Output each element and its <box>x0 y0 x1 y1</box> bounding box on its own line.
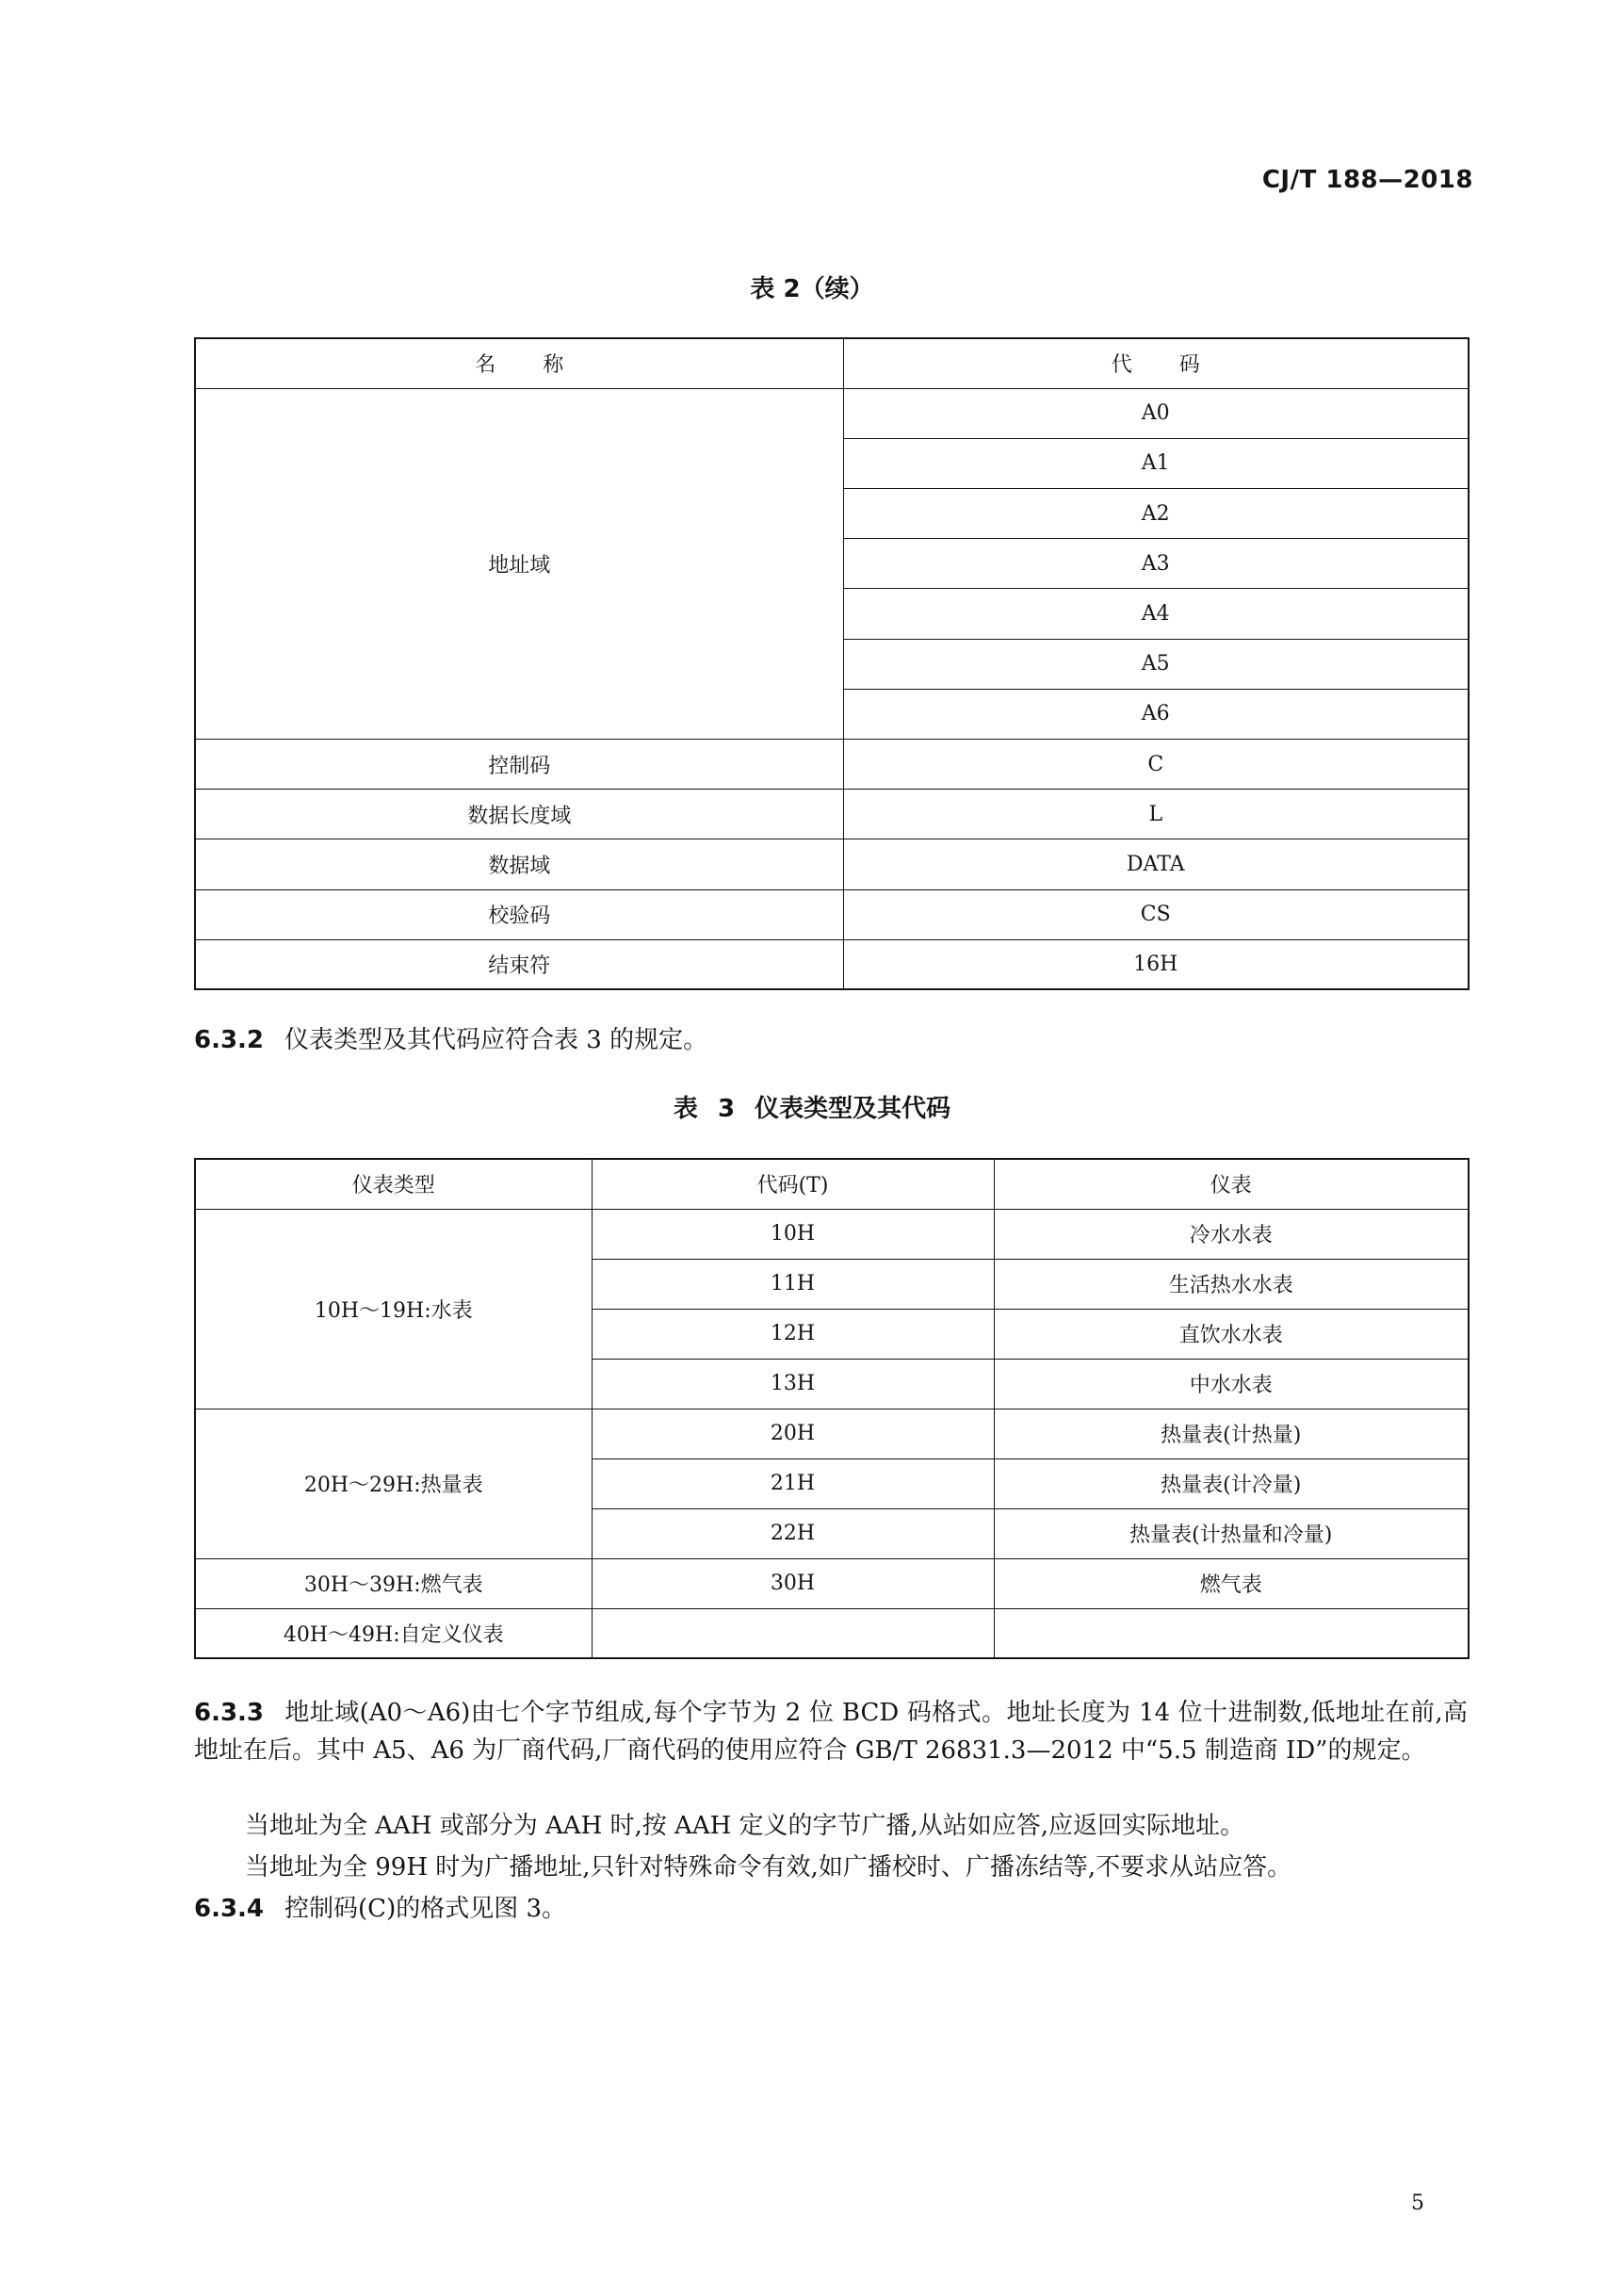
table3-meter-types <box>194 1158 1470 1659</box>
table-row <box>195 388 1469 438</box>
field-name: 数据长度域 <box>195 790 843 839</box>
meter-cell <box>994 1608 1469 1658</box>
section-text: 地址域(A0～A6)由七个字节组成,每个字节为 2 位 BCD 码格式。地址长度为 14 位十进制数,低地址在前,高地址在后。其中 A5、A6 为厂商代码,厂商代码的使用应符合 GB/T 26831.3—2012 中“5.5 制造商 ID”的规定。 <box>194 1699 1468 1765</box>
table2-caption: 表 2（续） <box>750 275 874 303</box>
section-text: 仪表类型及其代码应符合表 3 的规定。 <box>284 1026 708 1054</box>
field-name: 数据域 <box>195 839 843 889</box>
table-row <box>195 1558 1469 1608</box>
header-meter-type: 仪表类型 <box>195 1159 592 1209</box>
table-row <box>195 740 1469 790</box>
table-header-row <box>195 1159 1469 1209</box>
address-code: A2 <box>843 489 1469 539</box>
table-row <box>195 889 1469 939</box>
table-row <box>195 1209 1469 1259</box>
meter-cell: 生活热水水表 <box>994 1259 1469 1309</box>
header-code: 代码 <box>843 338 1469 388</box>
meter-cell: 热量表(计热量和冷量) <box>994 1508 1469 1558</box>
meter-cell: 冷水水表 <box>994 1209 1469 1259</box>
table-row <box>195 1608 1469 1658</box>
code-cell: 11H <box>592 1259 994 1309</box>
header-name: 名称 <box>195 338 843 388</box>
address-code: A5 <box>843 639 1469 689</box>
table-header-row <box>195 338 1469 388</box>
code-cell: 12H <box>592 1309 994 1359</box>
code-cell: 22H <box>592 1508 994 1558</box>
field-code: C <box>843 740 1469 790</box>
section-number: 6.3.3 <box>194 1699 265 1727</box>
standard-code: CJ/T 188—2018 <box>1261 166 1473 194</box>
code-cell: 20H <box>592 1409 994 1458</box>
field-code: CS <box>843 889 1469 939</box>
code-cell <box>592 1608 994 1658</box>
paragraph-broadcast-address: 当地址为全 99H 时为广播地址,只针对特殊命令有效,如广播校时、广播冻结等,不要求从站应答。 <box>245 1853 1292 1882</box>
address-field-name: 地址域 <box>195 388 843 739</box>
address-code: A6 <box>843 689 1469 739</box>
section-number: 6.3.4 <box>194 1895 265 1923</box>
address-code: A1 <box>843 438 1469 488</box>
section-text: 控制码(C)的格式见图 3。 <box>284 1895 567 1923</box>
address-code: A4 <box>843 589 1469 639</box>
section-number: 6.3.2 <box>194 1026 265 1054</box>
meter-cell: 热量表(计冷量) <box>994 1458 1469 1508</box>
meter-cell: 直饮水水表 <box>994 1309 1469 1359</box>
address-code: A3 <box>843 539 1469 589</box>
table-row <box>195 839 1469 889</box>
table-row <box>195 939 1469 989</box>
meter-type-cell: 30H～39H:燃气表 <box>195 1558 592 1608</box>
field-code: DATA <box>843 839 1469 889</box>
section-6-3-2 <box>194 1021 1468 1059</box>
meter-type-cell: 40H～49H:自定义仪表 <box>195 1608 592 1658</box>
field-name: 结束符 <box>195 939 843 989</box>
header-code-t: 代码(T) <box>592 1159 994 1209</box>
section-6-3-3 <box>194 1694 1468 1769</box>
meter-type-cell: 10H～19H:水表 <box>195 1209 592 1409</box>
table2-frame-fields <box>194 337 1470 990</box>
code-cell: 30H <box>592 1558 994 1608</box>
code-cell: 21H <box>592 1458 994 1508</box>
code-cell: 10H <box>592 1209 994 1259</box>
table-row <box>195 790 1469 839</box>
table-row <box>195 1409 1469 1458</box>
meter-type-cell: 20H～29H:热量表 <box>195 1409 592 1558</box>
meter-cell: 中水水表 <box>994 1359 1469 1409</box>
field-code: 16H <box>843 939 1469 989</box>
meter-cell: 燃气表 <box>994 1558 1469 1608</box>
section-6-3-4 <box>194 1890 1468 1928</box>
page-number: 5 <box>1411 2191 1424 2215</box>
paragraph-aah-address: 当地址为全 AAH 或部分为 AAH 时,按 AAH 定义的字节广播,从站如应答,应返回实际地址。 <box>245 1812 1245 1840</box>
field-name: 控制码 <box>195 740 843 790</box>
meter-cell: 热量表(计热量) <box>994 1409 1469 1458</box>
address-code: A0 <box>843 388 1469 438</box>
code-cell: 13H <box>592 1359 994 1409</box>
field-name: 校验码 <box>195 889 843 939</box>
table3-caption: 表 3 仪表类型及其代码 <box>673 1095 951 1123</box>
field-code: L <box>843 790 1469 839</box>
header-meter: 仪表 <box>994 1159 1469 1209</box>
